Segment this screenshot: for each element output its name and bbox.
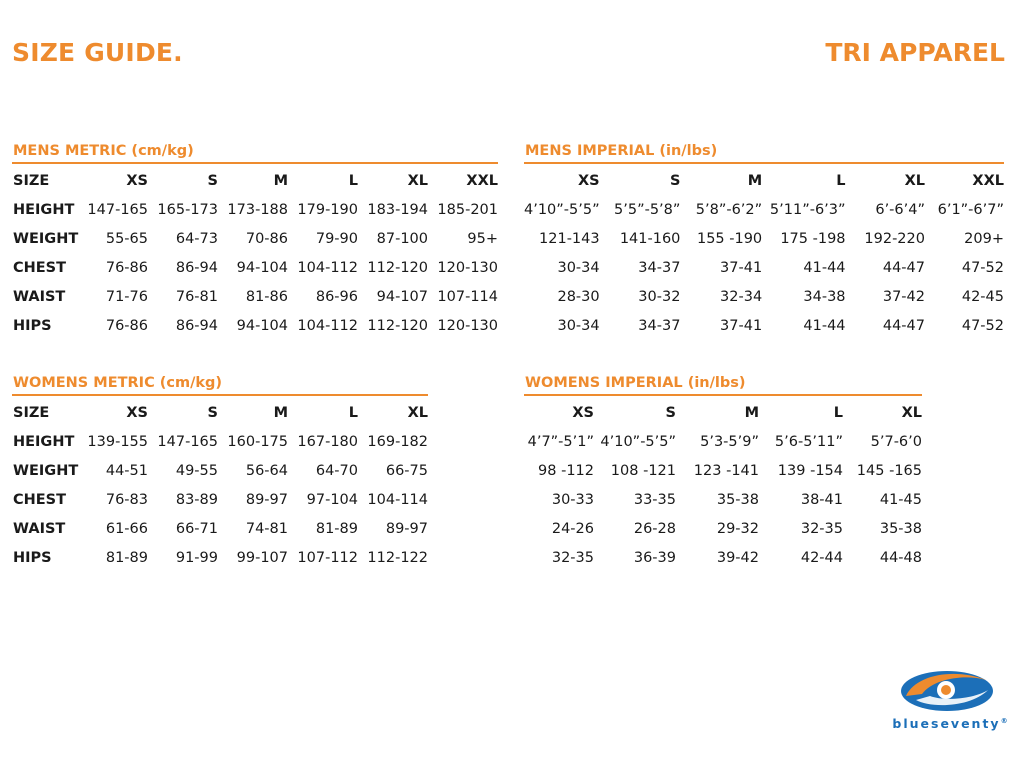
table-cell: 104-112	[297, 260, 358, 276]
table-cell: 121-143	[539, 231, 600, 247]
table-cell: 30-34	[557, 260, 600, 276]
table-row	[524, 428, 922, 457]
table-header-row	[524, 167, 1004, 196]
table-row	[524, 312, 1004, 341]
table-cell: 47-52	[961, 260, 1004, 276]
table-cell: 30-32	[638, 289, 681, 305]
table-cell: 37-41	[720, 318, 763, 334]
table-cell: 112-120	[367, 318, 428, 334]
section-divider	[12, 394, 428, 396]
column-header: S	[665, 405, 676, 421]
table-cell: 29-32	[716, 521, 759, 537]
column-header: L	[836, 173, 846, 189]
table-cell: 94-104	[236, 260, 288, 276]
column-header: XS	[126, 173, 148, 189]
table-cell: 139 -154	[777, 463, 843, 479]
table-cell: 160-175	[227, 434, 288, 450]
table-cell: 107-112	[297, 550, 358, 566]
table-cell: 34-37	[638, 318, 681, 334]
table-cell: 147-165	[87, 202, 148, 218]
column-header: XXL	[972, 173, 1004, 189]
table-cell: 81-89	[315, 521, 358, 537]
table-row	[524, 544, 922, 573]
table-cell: 89-97	[385, 521, 428, 537]
table-row	[12, 283, 498, 312]
table-cell: 120-130	[437, 318, 498, 334]
table-cell: 42-44	[800, 550, 843, 566]
row-label: HIPS	[13, 318, 52, 334]
table-cell: 97-104	[306, 492, 358, 508]
table-cell: 5’11”-6’3”	[769, 202, 846, 218]
brand-logo	[886, 668, 1014, 738]
table-cell: 41-44	[803, 260, 846, 276]
column-header: M	[273, 405, 288, 421]
table-header-row	[524, 399, 922, 428]
table-cell: 94-107	[376, 289, 428, 305]
table-cell: 167-180	[297, 434, 358, 450]
table-row	[524, 225, 1004, 254]
table-row	[12, 254, 498, 283]
table-row	[524, 283, 1004, 312]
table-cell: 141-160	[619, 231, 681, 247]
table-cell: 91-99	[175, 550, 218, 566]
table-cell: 185-201	[437, 202, 498, 218]
table-row	[12, 457, 428, 486]
table-cell: 112-120	[367, 260, 428, 276]
table-cell: 76-86	[105, 318, 148, 334]
section-title: WOMENS METRIC (cm/kg)	[13, 375, 223, 391]
table-cell: 41-45	[879, 492, 922, 508]
table-cell: 123 -141	[693, 463, 759, 479]
page-title: SIZE GUIDE.	[12, 38, 183, 67]
table-row	[12, 486, 428, 515]
table-cell: 64-70	[315, 463, 358, 479]
table-cell: 209+	[964, 231, 1004, 247]
table-cell: 175 -198	[780, 231, 846, 247]
row-label: WEIGHT	[13, 231, 79, 247]
table-cell: 5’3-5’9”	[700, 434, 759, 450]
column-header: S	[207, 173, 218, 189]
page-subtitle: TRI APPAREL	[825, 38, 1005, 67]
table-cell: 86-96	[315, 289, 358, 305]
table-cell: 71-76	[105, 289, 148, 305]
table-header-row	[12, 167, 498, 196]
table-cell: 155 -190	[696, 231, 763, 247]
table-row	[12, 225, 498, 254]
table-cell: 24-26	[551, 521, 594, 537]
table-cell: 120-130	[437, 260, 498, 276]
table-cell: 94-104	[236, 318, 288, 334]
column-header: M	[747, 173, 763, 189]
table-cell: 32-35	[800, 521, 843, 537]
table-row	[524, 486, 922, 515]
section-title: MENS METRIC (cm/kg)	[13, 143, 194, 159]
table-cell: 145 -165	[856, 463, 922, 479]
table-cell: 74-81	[245, 521, 288, 537]
row-label: WEIGHT	[13, 463, 79, 479]
table-cell: 108 -121	[610, 463, 676, 479]
table-row	[12, 515, 428, 544]
table-cell: 192-220	[864, 231, 925, 247]
column-header: XL	[407, 173, 428, 189]
table-cell: 6’-6’4”	[875, 202, 925, 218]
table-cell: 147-165	[157, 434, 218, 450]
table-cell: 33-35	[633, 492, 676, 508]
section-title: WOMENS IMPERIAL (in/lbs)	[525, 375, 746, 391]
table-cell: 76-81	[175, 289, 218, 305]
size-table	[524, 399, 922, 573]
womens-metric-section	[12, 373, 428, 573]
table-cell: 32-35	[551, 550, 594, 566]
wave-swirl-icon	[886, 668, 1014, 714]
section-divider	[524, 162, 1004, 164]
womens-imperial-section	[524, 373, 922, 573]
table-cell: 44-47	[882, 318, 925, 334]
table-cell: 5’6-5’11”	[774, 434, 843, 450]
table-cell: 6’1”-6’7”	[937, 202, 1004, 218]
column-header: XL	[901, 405, 922, 421]
row-label: CHEST	[13, 260, 67, 276]
table-cell: 44-47	[882, 260, 925, 276]
table-cell: 30-33	[551, 492, 594, 508]
table-cell: 5’5”-5’8”	[614, 202, 681, 218]
table-cell: 56-64	[245, 463, 288, 479]
table-cell: 5’8”-6’2”	[695, 202, 763, 218]
table-cell: 36-39	[633, 550, 676, 566]
column-header: XS	[572, 405, 594, 421]
column-header: SIZE	[13, 405, 50, 421]
section-divider	[12, 162, 498, 164]
table-cell: 42-45	[961, 289, 1004, 305]
table-cell: 70-86	[245, 231, 288, 247]
table-cell: 37-41	[720, 260, 763, 276]
table-cell: 107-114	[437, 289, 498, 305]
table-cell: 86-94	[175, 318, 218, 334]
table-cell: 5’7-6’0	[870, 434, 922, 450]
table-row	[12, 312, 498, 341]
table-cell: 87-100	[376, 231, 428, 247]
row-label: HEIGHT	[13, 434, 75, 450]
size-table	[12, 167, 498, 341]
table-row	[12, 428, 428, 457]
table-cell: 98 -112	[538, 463, 594, 479]
row-label: WAIST	[13, 289, 66, 305]
table-cell: 47-52	[961, 318, 1004, 334]
table-cell: 95+	[467, 231, 498, 247]
table-cell: 139-155	[87, 434, 148, 450]
table-cell: 28-30	[557, 289, 600, 305]
table-cell: 64-73	[175, 231, 218, 247]
column-header: SIZE	[13, 173, 50, 189]
table-cell: 4’7”-5’1”	[527, 434, 594, 450]
column-header: M	[744, 405, 759, 421]
table-cell: 79-90	[315, 231, 358, 247]
table-cell: 81-89	[105, 550, 148, 566]
table-cell: 61-66	[105, 521, 148, 537]
column-header: L	[348, 173, 358, 189]
table-cell: 76-86	[105, 260, 148, 276]
column-header: L	[833, 405, 843, 421]
table-cell: 34-38	[803, 289, 846, 305]
table-cell: 49-55	[175, 463, 218, 479]
size-table	[12, 399, 428, 573]
row-label: HIPS	[13, 550, 52, 566]
table-cell: 35-38	[879, 521, 922, 537]
table-cell: 32-34	[720, 289, 763, 305]
table-cell: 89-97	[245, 492, 288, 508]
column-header: M	[273, 173, 288, 189]
table-cell: 165-173	[157, 202, 218, 218]
table-cell: 35-38	[716, 492, 759, 508]
table-cell: 81-86	[245, 289, 288, 305]
table-cell: 44-48	[879, 550, 922, 566]
table-row	[12, 544, 428, 573]
column-header: XL	[904, 173, 925, 189]
table-cell: 39-42	[716, 550, 759, 566]
table-cell: 99-107	[236, 550, 288, 566]
mens-metric-section	[12, 141, 498, 341]
column-header: XXL	[466, 173, 498, 189]
table-cell: 38-41	[800, 492, 843, 508]
table-row	[524, 196, 1004, 225]
column-header: XS	[126, 405, 148, 421]
row-label: HEIGHT	[13, 202, 75, 218]
column-header: XL	[407, 405, 428, 421]
table-cell: 86-94	[175, 260, 218, 276]
table-cell: 83-89	[175, 492, 218, 508]
table-row	[524, 254, 1004, 283]
column-header: L	[348, 405, 358, 421]
table-cell: 37-42	[882, 289, 925, 305]
table-row	[12, 196, 498, 225]
brand-name: blueseventy	[892, 716, 1001, 731]
table-cell: 55-65	[105, 231, 148, 247]
table-cell: 76-83	[105, 492, 148, 508]
table-cell: 44-51	[105, 463, 148, 479]
table-cell: 34-37	[638, 260, 681, 276]
table-cell: 183-194	[367, 202, 428, 218]
column-header: XS	[577, 173, 600, 189]
table-cell: 66-71	[175, 521, 218, 537]
mens-imperial-section	[524, 141, 1004, 341]
table-cell: 26-28	[633, 521, 676, 537]
column-header: S	[669, 173, 681, 189]
size-table	[524, 167, 1004, 341]
table-cell: 66-75	[385, 463, 428, 479]
table-cell: 30-34	[557, 318, 600, 334]
table-row	[524, 515, 922, 544]
brand-wordmark	[886, 716, 1014, 731]
table-header-row	[12, 399, 428, 428]
section-title: MENS IMPERIAL (in/lbs)	[525, 143, 718, 159]
table-cell: 173-188	[227, 202, 288, 218]
table-cell: 179-190	[297, 202, 358, 218]
table-cell: 169-182	[367, 434, 428, 450]
row-label: WAIST	[13, 521, 66, 537]
table-cell: 104-112	[297, 318, 358, 334]
table-cell: 41-44	[803, 318, 846, 334]
section-divider	[524, 394, 922, 396]
table-cell: 104-114	[367, 492, 428, 508]
table-cell: 4’10”-5’5”	[600, 434, 676, 450]
registered-mark: ®	[1000, 716, 1008, 725]
table-row	[524, 457, 922, 486]
column-header: S	[207, 405, 218, 421]
row-label: CHEST	[13, 492, 67, 508]
table-cell: 4’10”-5’5”	[524, 202, 600, 218]
table-cell: 112-122	[367, 550, 428, 566]
